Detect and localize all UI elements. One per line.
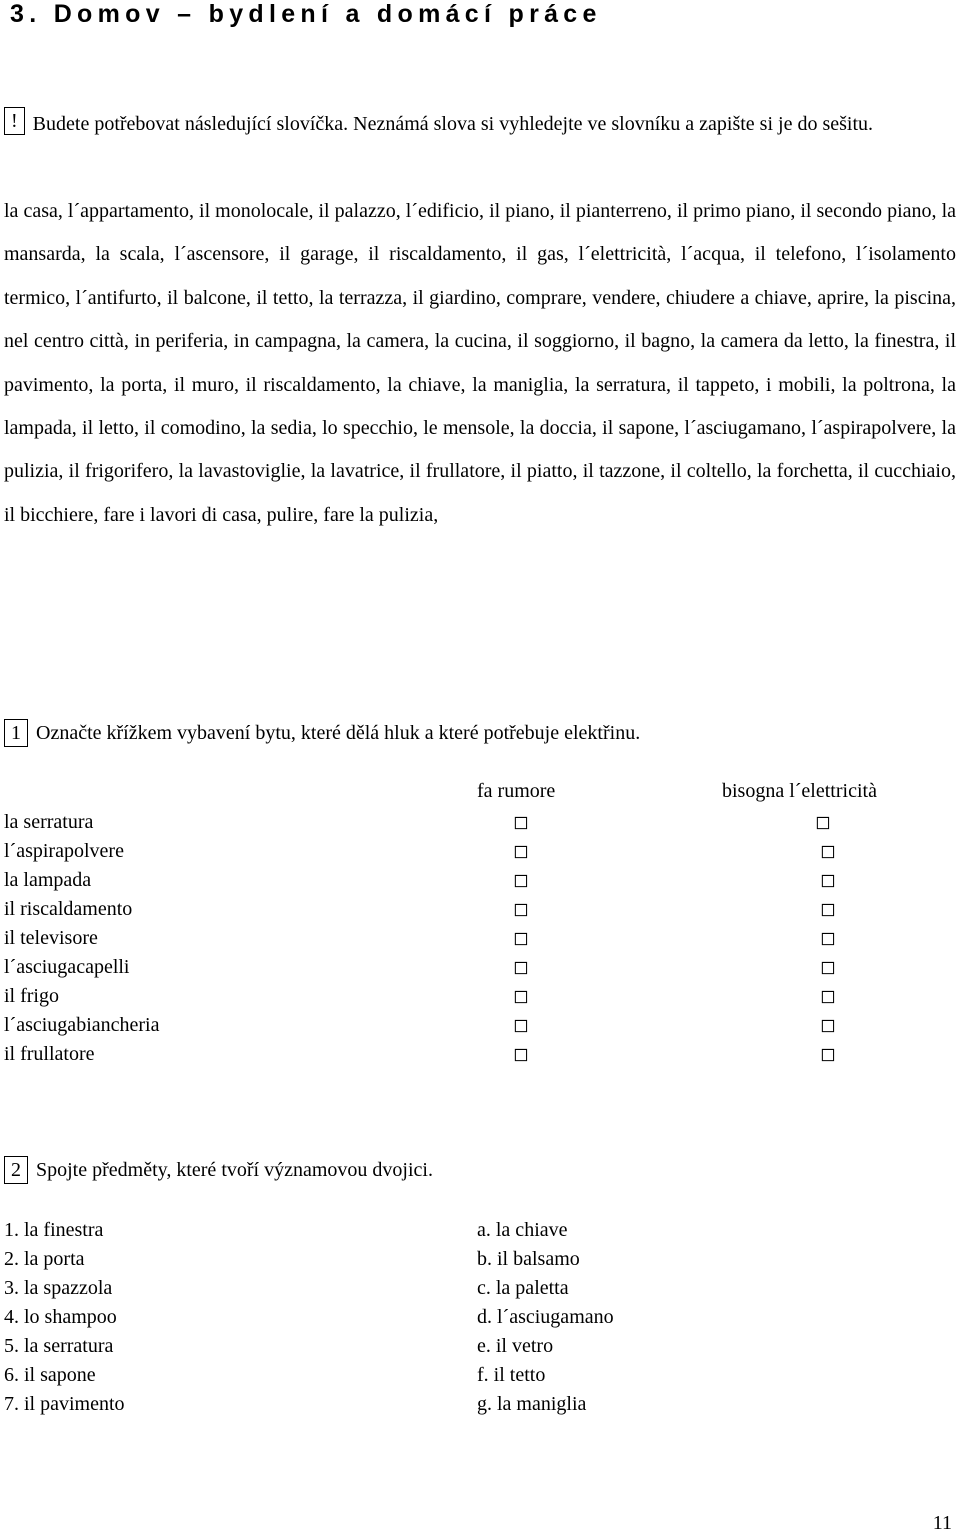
pair-left-item: 5. la serratura <box>4 1335 114 1357</box>
noise-checkbox[interactable]: ◻ <box>513 870 529 891</box>
exercise-1-item-label: il frullatore <box>4 1043 95 1065</box>
intro-note <box>4 107 956 141</box>
pair-right-item: b. il balsamo <box>477 1248 580 1270</box>
pair-left-item: 3. la spazzola <box>4 1277 113 1299</box>
pair-right-item: a. la chiave <box>477 1219 568 1241</box>
noise-checkbox[interactable]: ◻ <box>513 1015 529 1036</box>
exercise-2-instruction: Spojte předměty, které tvoří významovou dvojici. <box>36 1159 433 1181</box>
pair-right-item: e. il vetro <box>477 1335 554 1357</box>
column-header-electricity: bisogna l´elettricità <box>722 780 877 802</box>
pair-left-item: 7. il pavimento <box>4 1393 125 1415</box>
exercise-1-heading <box>4 719 640 747</box>
exercise-1-item-label: il televisore <box>4 927 98 949</box>
pair-left-item: 1. la finestra <box>4 1219 104 1241</box>
exercise-1-item-label: il riscaldamento <box>4 898 133 920</box>
pair-right-item: f. il tetto <box>477 1364 546 1386</box>
page-number: 11 <box>932 1512 952 1534</box>
pair-right-item: c. la paletta <box>477 1277 569 1299</box>
electricity-checkbox[interactable]: ◻ <box>820 957 836 978</box>
electricity-checkbox[interactable]: ◻ <box>815 812 831 833</box>
column-header-noise: fa rumore <box>477 780 556 802</box>
exercise-1-number: 1 <box>4 719 28 747</box>
intro-text: Budete potřebovat následující slovíčka. Neznámá slova si vyhledejte ve slovníku a zapište si je do sešitu. <box>32 113 874 135</box>
electricity-checkbox[interactable]: ◻ <box>820 986 836 1007</box>
noise-checkbox[interactable]: ◻ <box>513 812 529 833</box>
pair-left-item: 2. la porta <box>4 1248 85 1270</box>
noise-checkbox[interactable]: ◻ <box>513 957 529 978</box>
noise-checkbox[interactable]: ◻ <box>513 1044 529 1065</box>
pair-right-item: g. la maniglia <box>477 1393 587 1415</box>
pair-left-item: 6. il sapone <box>4 1364 96 1386</box>
electricity-checkbox[interactable]: ◻ <box>820 899 836 920</box>
exercise-1-item-label: la serratura <box>4 811 94 833</box>
electricity-checkbox[interactable]: ◻ <box>820 928 836 949</box>
electricity-checkbox[interactable]: ◻ <box>820 1015 836 1036</box>
noise-checkbox[interactable]: ◻ <box>513 928 529 949</box>
exercise-1-item-label: la lampada <box>4 869 92 891</box>
noise-checkbox[interactable]: ◻ <box>513 841 529 862</box>
page-title: 3. Domov – bydlení a domácí práce <box>10 0 602 28</box>
electricity-checkbox[interactable]: ◻ <box>820 870 836 891</box>
exercise-1-item-label: l´asciugabiancheria <box>4 1014 160 1036</box>
exercise-1-item-label: l´aspirapolvere <box>4 840 124 862</box>
noise-checkbox[interactable]: ◻ <box>513 986 529 1007</box>
pair-right-item: d. l´asciugamano <box>477 1306 614 1328</box>
exercise-1-item-label: l´asciugacapelli <box>4 956 130 978</box>
noise-checkbox[interactable]: ◻ <box>513 899 529 920</box>
exclamation-mark-box: ! <box>4 107 25 135</box>
pair-left-item: 4. lo shampoo <box>4 1306 117 1328</box>
electricity-checkbox[interactable]: ◻ <box>820 1044 836 1065</box>
exercise-1-item-label: il frigo <box>4 985 59 1007</box>
electricity-checkbox[interactable]: ◻ <box>820 841 836 862</box>
exercise-1-instruction: Označte křížkem vybavení bytu, které dělá hluk a které potřebuje elektřinu. <box>36 722 641 744</box>
exercise-2-number: 2 <box>4 1156 28 1184</box>
vocabulary-list: la casa, l´appartamento, il monolocale, il palazzo, l´edificio, il piano, il pianterreno, il primo piano, il secondo piano, la mansarda, la scala, l´ascensore, il garage, il riscaldamento, il gas, l´elettricità, l´acqua, il telefono, l´isolamento termico, l´antifurto, il balcone, il tetto, la terrazza, il giardino, comprare, vendere, chiudere a chiave, aprire, la piscina, nel centro città, in periferia, in campagna, la camera, la cucina, il soggiorno, il bagno, la camera da letto, la finestra, il pavimento, la porta, il muro, il riscaldamento, la chiave, la maniglia, la serratura, il tappeto, i mobili, la poltrona, la lampada, il letto, il comodino, la sedia, lo specchio, le mensole, la doccia, il sapone, l´asciugamano, l´aspirapolvere, la pulizia, il frigorifero, la lavastoviglie, la lavatrice, il frullatore, il piatto, il tazzone, il coltello, la forchetta, il cucchiaio, il bicchiere, fare i lavori di casa, pulire, fare la pulizia, <box>4 200 956 526</box>
exercise-2-heading <box>4 1156 433 1184</box>
